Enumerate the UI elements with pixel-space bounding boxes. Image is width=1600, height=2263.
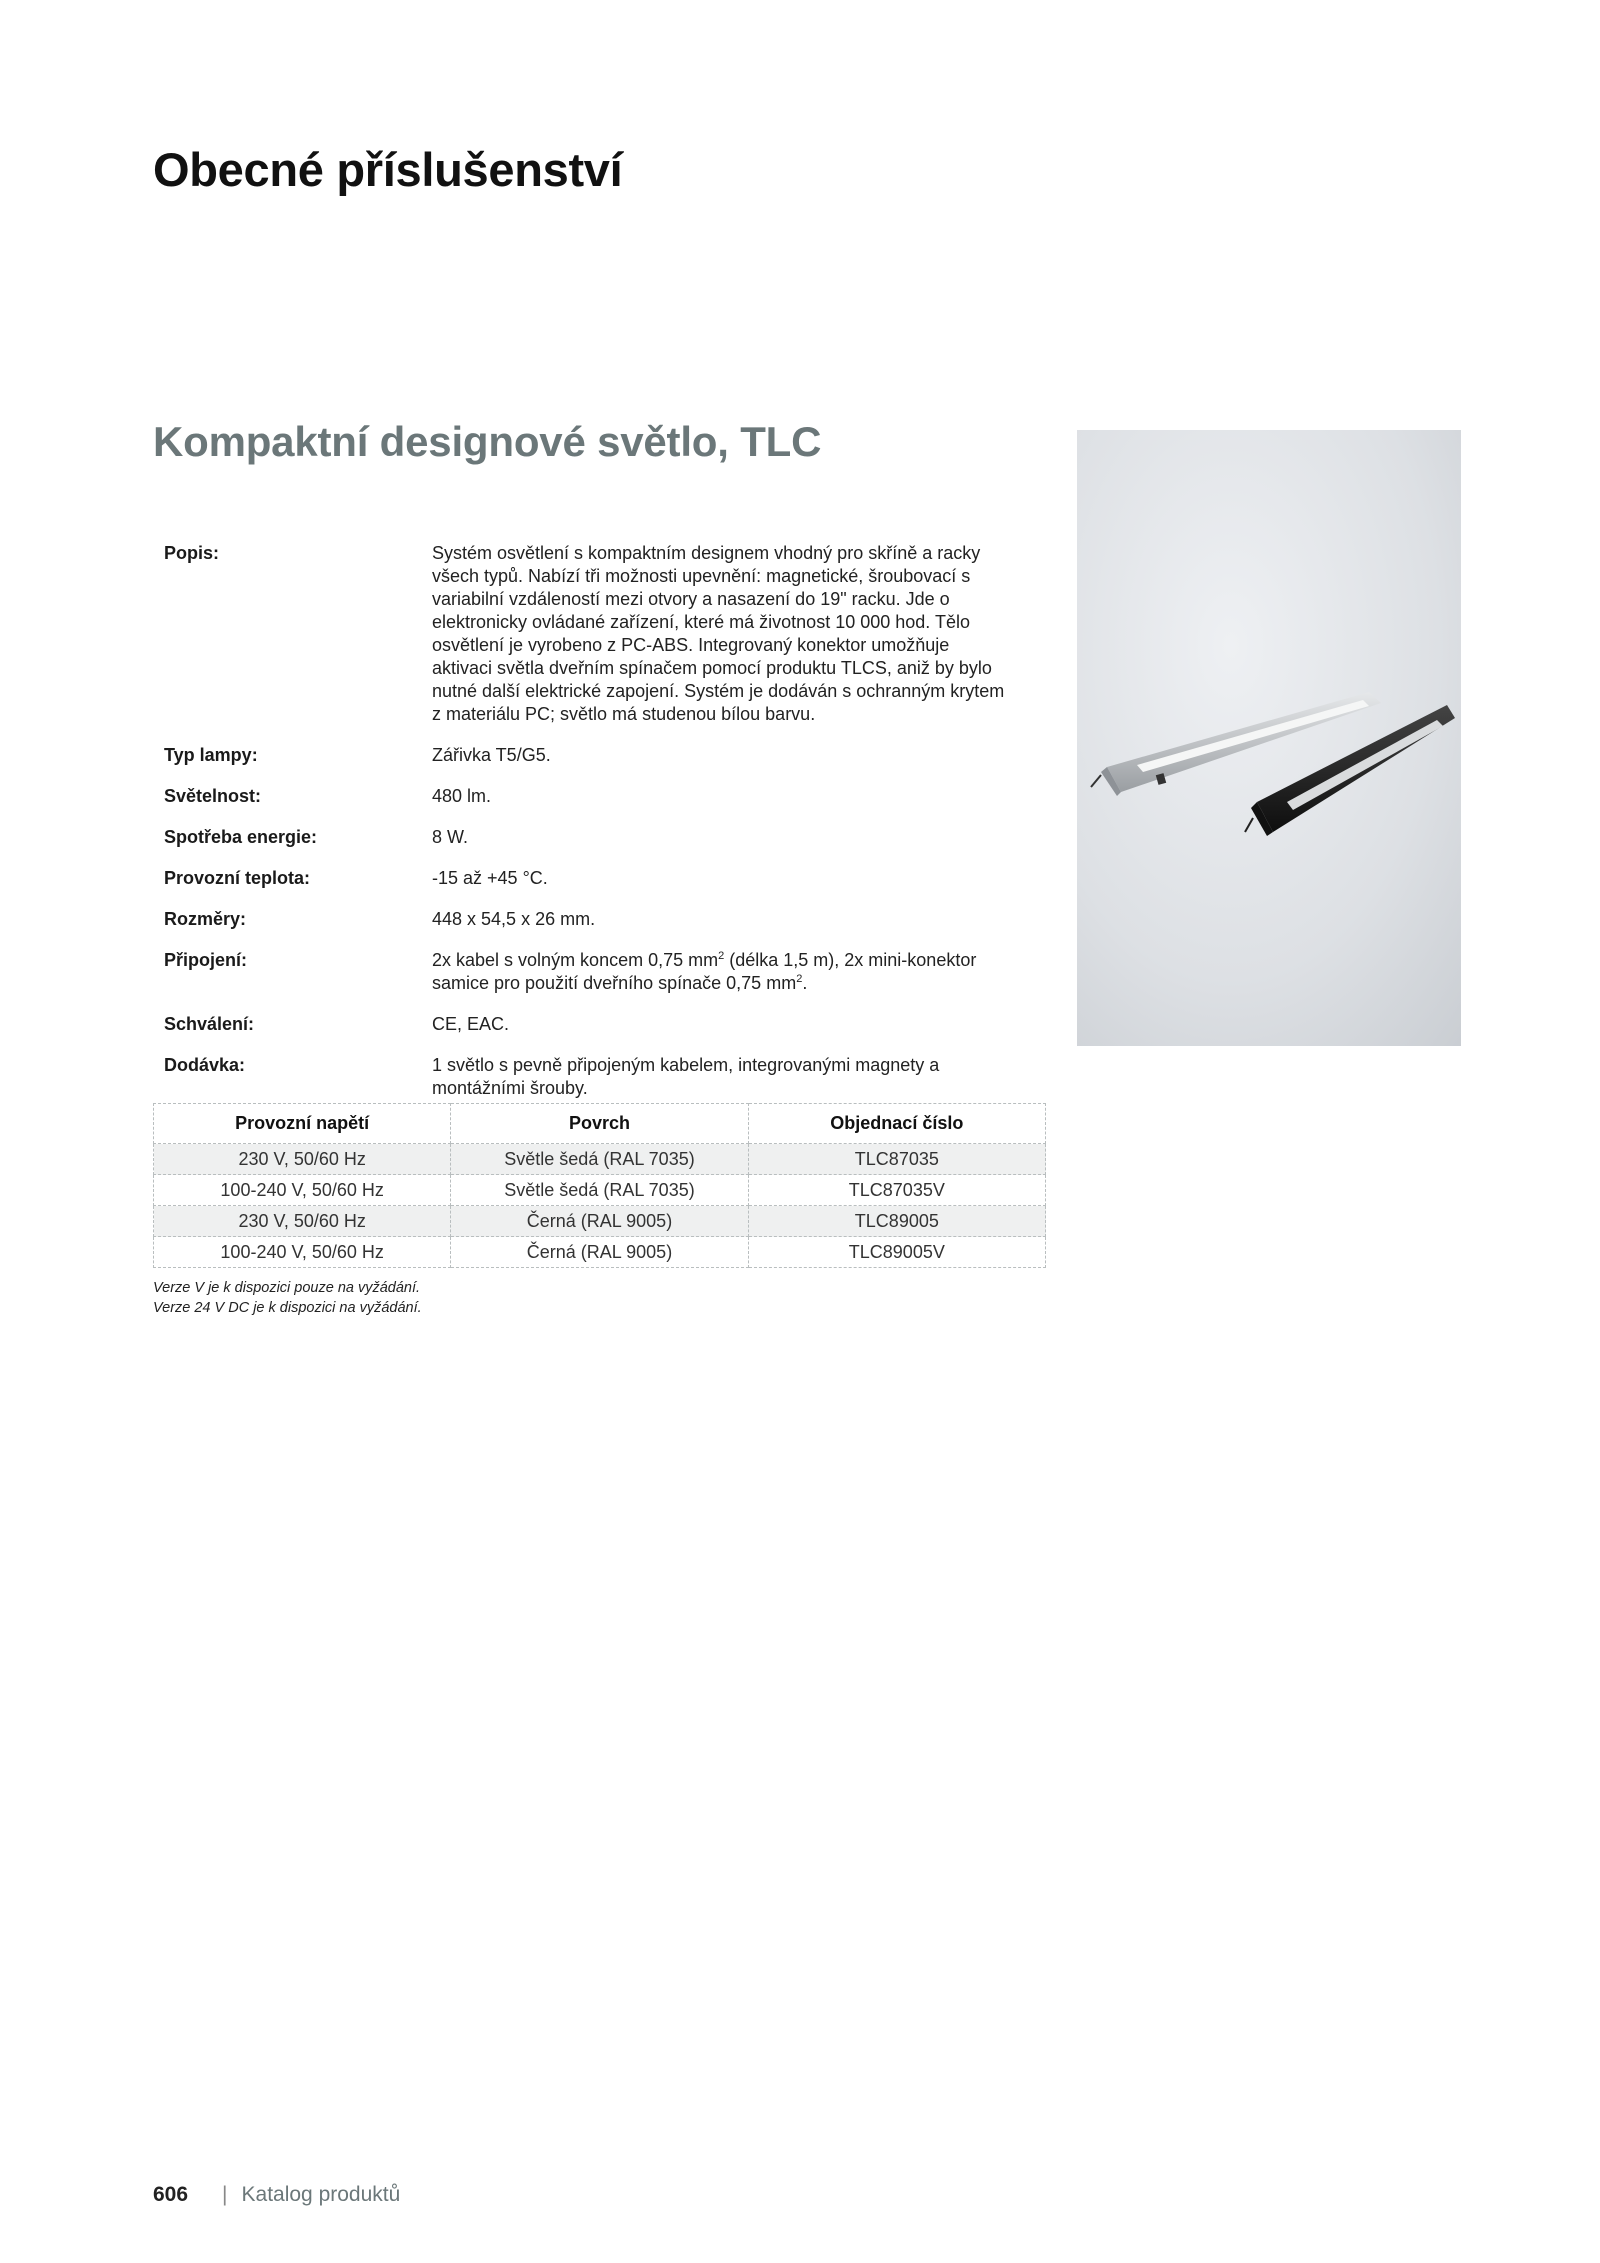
table-cell: TLC87035V [748, 1175, 1045, 1206]
spec-label: Schválení: [164, 1014, 255, 1034]
table-row [154, 1237, 1046, 1268]
column-header: Objednací číslo [748, 1104, 1045, 1144]
column-header: Provozní napětí [154, 1104, 451, 1144]
footnote: Verze 24 V DC je k dispozici na vyžádání. [153, 1300, 422, 1316]
spec-row-teplota [153, 867, 1046, 890]
spec-value: 8 W. [432, 827, 469, 847]
spec-list [153, 542, 1046, 1118]
spec-label: Typ lampy: [164, 745, 258, 765]
superscript: 2 [796, 973, 803, 985]
spec-value-part: (délka 1,5 m), 2x mini-konektor samice pro použití dveřního spínače 0,75 mm [432, 950, 977, 993]
spec-row-pripojeni [153, 949, 1046, 995]
spec-label: Rozměry: [164, 909, 247, 929]
table-cell: TLC89005V [748, 1237, 1045, 1268]
spec-label: Spotřeba energie: [164, 827, 318, 847]
page-footer [153, 2183, 400, 2207]
product-photo [1077, 430, 1461, 1046]
table-cell: TLC87035 [748, 1144, 1045, 1175]
spec-value-part: . [802, 973, 808, 993]
spec-label: Připojení: [164, 950, 248, 970]
table-cell: 100-240 V, 50/60 Hz [154, 1175, 451, 1206]
spec-label: Provozní teplota: [164, 868, 311, 888]
table-cell: Černá (RAL 9005) [451, 1206, 748, 1237]
table-cell: Černá (RAL 9005) [451, 1237, 748, 1268]
page-title: Obecné příslušenství [153, 143, 623, 196]
spec-value [416, 949, 1012, 995]
table-row [154, 1144, 1046, 1175]
spec-label: Dodávka: [164, 1055, 246, 1075]
table-cell: TLC89005 [748, 1206, 1045, 1237]
spec-value-part: 2x kabel s volným koncem 0,75 mm [432, 950, 719, 970]
spec-value: -15 až +45 °C. [432, 868, 548, 888]
spec-label: Popis: [164, 543, 220, 563]
superscript: 2 [718, 950, 725, 962]
spec-row-rozmery [153, 908, 1046, 931]
spec-value: CE, EAC. [432, 1014, 510, 1034]
spec-row-dodavka [153, 1054, 1046, 1100]
section-title: Kompaktní designové světlo, TLC [153, 418, 822, 465]
spec-row-spotreba [153, 826, 1046, 849]
catalog-label: Katalog produktů [241, 2183, 401, 2206]
spec-row-schvaleni [153, 1013, 1046, 1036]
page-number: 606 [153, 2183, 189, 2206]
table-row [154, 1175, 1046, 1206]
spec-label: Světelnost: [164, 786, 262, 806]
spec-row-svetelnost [153, 785, 1046, 808]
column-header: Povrch [451, 1104, 748, 1144]
footnote: Verze V je k dispozici pouze na vyžádání. [153, 1280, 421, 1296]
table-cell: 230 V, 50/60 Hz [154, 1206, 451, 1237]
table-row [154, 1206, 1046, 1237]
spec-value: 448 x 54,5 x 26 mm. [432, 909, 596, 929]
footer-separator: | [222, 2183, 228, 2206]
footnotes [153, 1278, 422, 1318]
table-header-row [154, 1104, 1046, 1144]
spec-value: Zářivka T5/G5. [432, 745, 551, 765]
order-table [153, 1103, 1046, 1268]
table-cell: 100-240 V, 50/60 Hz [154, 1237, 451, 1268]
spec-row-typ-lampy [153, 744, 1046, 767]
table-cell: 230 V, 50/60 Hz [154, 1144, 451, 1175]
table-cell: Světle šedá (RAL 7035) [451, 1144, 748, 1175]
spec-value: Systém osvětlení s kompaktním designem vhodný pro skříně a racky všech typů. Nabízí tři možnosti upevnění: magnetické, šroubovací s variabilní vzdáleností mezi otvory a nasazení do 19" racku. Jde o elektronicky ovládané zařízení, které má životnost 10 000 hod. Tělo osvětlení je vyrobeno z PC-ABS. Integrovaný konektor umožňuje aktivaci světla dveřním spínačem pomocí produktu TLCS, aniž by bylo nutné další elektrické zapojení. Systém je dodáván s ochranným krytem z materiálu PC; světlo má studenou bílou barvu. [432, 543, 1005, 724]
spec-value: 1 světlo s pevně připojeným kabelem, integrovanými magnety a montážními šrouby. [432, 1055, 940, 1098]
spec-row-popis [153, 542, 1046, 726]
table-cell: Světle šedá (RAL 7035) [451, 1175, 748, 1206]
spec-value: 480 lm. [432, 786, 492, 806]
